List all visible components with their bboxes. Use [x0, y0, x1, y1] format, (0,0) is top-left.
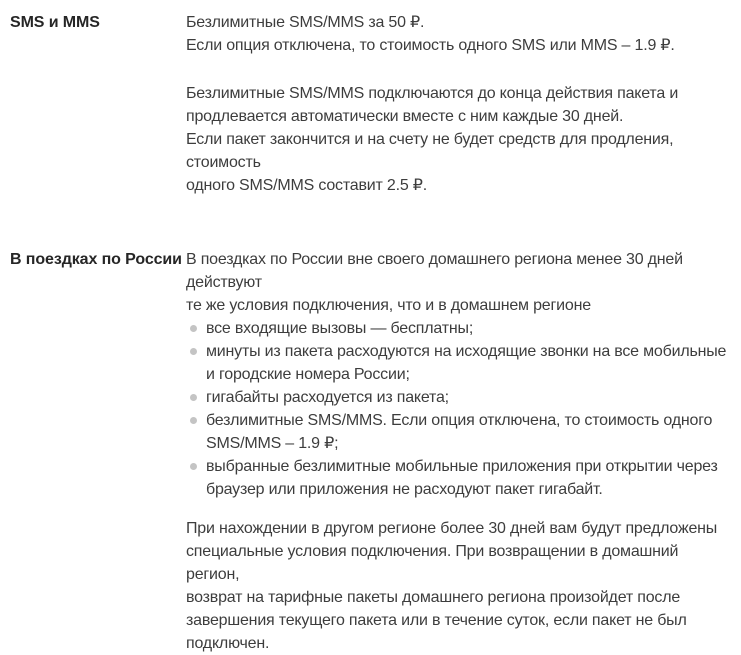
text-line: возврат на тарифные пакеты домашнего региона произойдет после — [186, 589, 681, 606]
text-line: минуты из пакета расходуются на исходящие звонки на все мобильные — [206, 343, 727, 360]
row-label-sms-mms: SMS и MMS — [10, 14, 100, 31]
list-item — [186, 386, 731, 409]
text-line: и городские номера России; — [206, 366, 410, 383]
text-line: одного SMS/MMS составит 2.5 ₽. — [186, 177, 427, 194]
bullet-text — [206, 340, 726, 386]
paragraph-outro — [186, 517, 731, 655]
bullet-text — [206, 409, 712, 455]
text-line: все входящие вызовы — бесплатны; — [206, 320, 474, 337]
row-content-sms-mms — [186, 11, 731, 197]
text-line: При нахождении в другом регионе более 30 дней вам будут предложены — [186, 520, 718, 537]
row-label-travel-russia: В поездках по России — [10, 251, 182, 268]
bullet-icon — [190, 463, 197, 470]
text-line: продлевается автоматически вместе с ним каждые 30 дней. — [186, 108, 624, 125]
text-line: В поездках по России вне своего домашнего региона менее 30 дней действуют — [186, 251, 683, 291]
bullet-text — [206, 455, 718, 501]
text-line: браузер или приложения не расходуют пакет гигабайт. — [206, 481, 603, 498]
text-line: выбранные безлимитные мобильные приложения при открытии через — [206, 458, 718, 475]
text-line: Безлимитные SMS/MMS за 50 ₽. — [186, 14, 425, 31]
text-line: завершения текущего пакета или в течение суток, если пакет не был — [186, 612, 687, 629]
paragraph-renewal — [186, 82, 731, 197]
text-line: SMS/MMS – 1.9 ₽; — [206, 435, 339, 452]
bullet-icon — [190, 325, 197, 332]
text-line: специальные условия подключения. При возвращении в домашний регион, — [186, 543, 679, 583]
list-item — [186, 409, 731, 455]
row-content-travel-russia — [186, 248, 731, 655]
bullet-text — [206, 386, 449, 409]
section-sms-mms — [10, 11, 731, 197]
text-line: гигабайты расходуется из пакета; — [206, 389, 449, 406]
list-item — [186, 340, 731, 386]
bullet-icon — [190, 394, 197, 401]
text-line: Если пакет закончится и на счету не будет средств для продления, стоимость — [186, 131, 674, 171]
bullet-icon — [190, 348, 197, 355]
bullet-text — [206, 317, 473, 340]
list-item — [186, 455, 731, 501]
text-line: те же условия подключения, что и в домашнем регионе — [186, 297, 591, 314]
section-travel-russia — [10, 248, 731, 655]
text-line: безлимитные SMS/MMS. Если опция отключена, то стоимость одного — [206, 412, 713, 429]
text-line: Безлимитные SMS/MMS подключаются до конца действия пакета и — [186, 85, 679, 102]
paragraph-price — [186, 11, 731, 57]
conditions-bullet-list — [186, 317, 731, 501]
bullet-icon — [190, 417, 197, 424]
list-item — [186, 317, 731, 340]
paragraph-intro — [186, 248, 731, 317]
text-line: подключен. — [186, 635, 270, 652]
text-line: Если опция отключена, то стоимость одного SMS или MMS – 1.9 ₽. — [186, 37, 675, 54]
